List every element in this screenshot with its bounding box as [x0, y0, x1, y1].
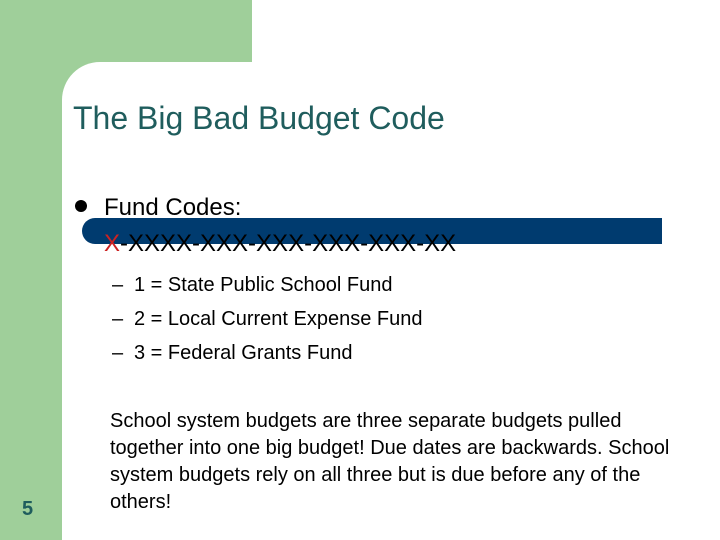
slide-title: The Big Bad Budget Code: [73, 100, 445, 136]
bullet-dot-icon: [75, 200, 87, 212]
dash-icon: –: [112, 342, 124, 364]
list-item: [112, 336, 423, 370]
page-number: 5: [22, 498, 34, 520]
dash-icon: –: [112, 274, 124, 296]
code-pattern: -XXXX-XXX-XXX-XXX-XXX-XX: [120, 230, 457, 257]
list-item-text: 3 = Federal Grants Fund: [134, 342, 353, 364]
dash-icon: –: [112, 308, 124, 330]
list-item: [112, 302, 423, 336]
fund-codes-bullet: [104, 190, 456, 262]
fund-code-list: [112, 268, 423, 370]
code-first-char: X: [104, 230, 121, 257]
list-item-text: 2 = Local Current Expense Fund: [134, 308, 423, 330]
fund-codes-label: Fund Codes:: [104, 194, 242, 221]
budget-note-paragraph: School system budgets are three separate budgets pulled together into one big budget! Due dates are backwards. School system budgets rely on all three but is due before any of the others!: [110, 410, 670, 513]
list-item-text: 1 = State Public School Fund: [134, 274, 393, 296]
list-item: [112, 268, 423, 302]
